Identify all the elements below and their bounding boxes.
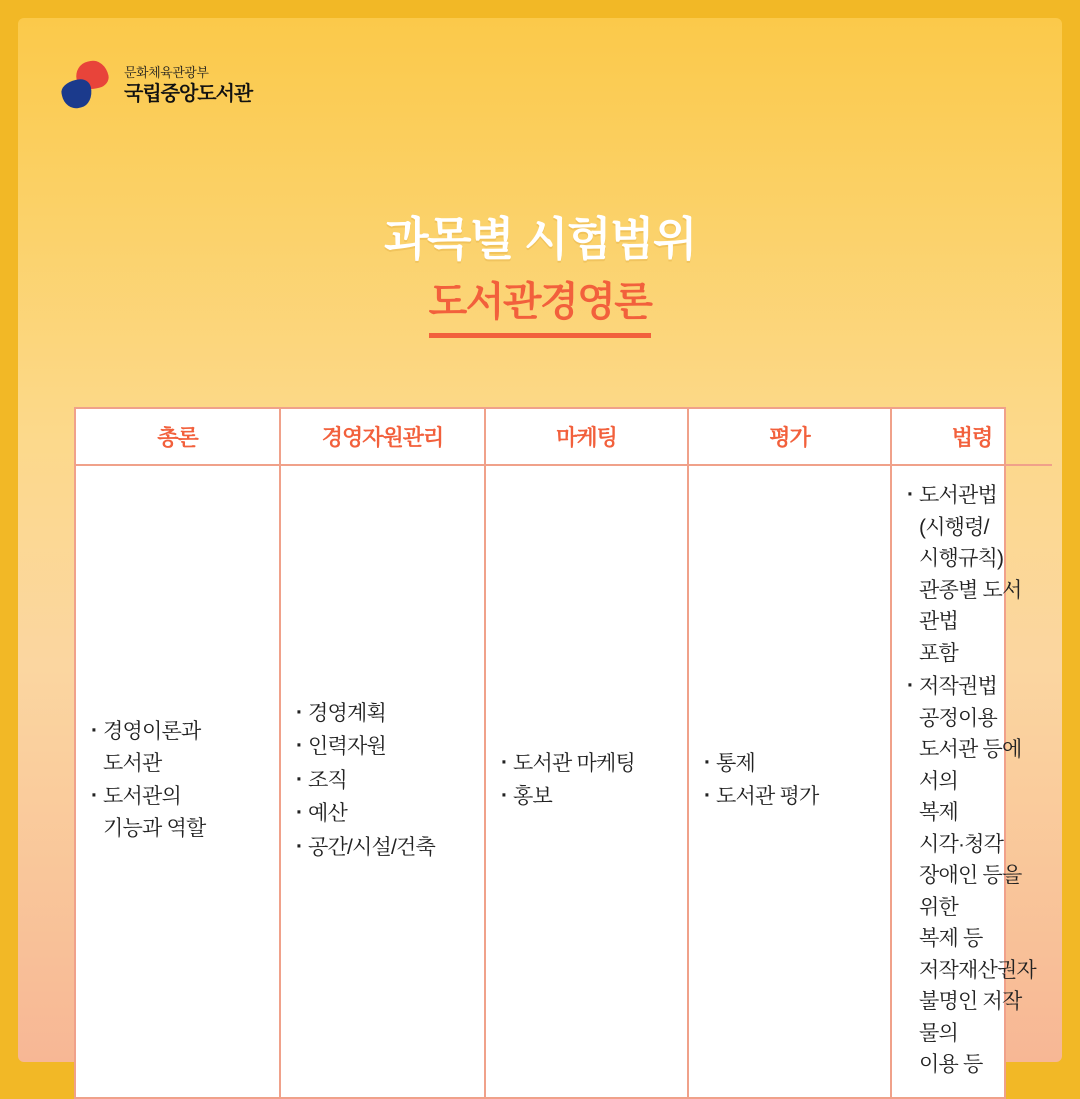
- list-item-line: 이용 등: [919, 1053, 983, 1076]
- list-item: [498, 748, 675, 780]
- list-item-line: 복제 등: [919, 927, 983, 950]
- logo: [56, 58, 252, 114]
- list-item-line: · 홍보: [513, 785, 552, 809]
- list-item-line: 불명인 저작물의: [919, 990, 1022, 1045]
- logo-organization: 국립중앙도서관: [124, 82, 253, 105]
- list-item-line: 저작재산권자: [919, 958, 1036, 982]
- item-list-resource-management: [293, 698, 472, 864]
- page-title: 과목별 시험범위: [384, 213, 696, 265]
- list-item: [293, 798, 472, 830]
- list-item-line: 장애인 등을 위한: [919, 864, 1022, 919]
- exam-scope-table: [74, 407, 1036, 1099]
- list-item: [904, 671, 1040, 1081]
- list-item-line: · 도서관의: [103, 785, 181, 809]
- item-list-chongron: [88, 716, 267, 844]
- list-item: [904, 480, 1040, 669]
- list-item: [293, 731, 472, 763]
- list-item: [88, 716, 267, 779]
- list-item-line: 시행규칙): [919, 547, 1004, 570]
- list-item-line: · 통제: [716, 751, 755, 775]
- table-cell-legislation: [891, 465, 1052, 1097]
- list-item-line: · 조직: [308, 768, 347, 792]
- logo-ministry: 문화체육관광부: [124, 65, 209, 81]
- table-cell-evaluation: [688, 465, 891, 1097]
- logo-text: [124, 65, 252, 106]
- list-item: [701, 781, 878, 813]
- table-row: [76, 465, 1052, 1097]
- list-item: [293, 832, 472, 864]
- list-item-line: · 인력자원: [308, 735, 386, 758]
- list-item-line: 시각·청각: [919, 832, 1004, 856]
- list-item: [88, 781, 267, 844]
- table-cell-resource-management: [280, 465, 485, 1097]
- page-subtitle-wrap: [18, 270, 1062, 338]
- list-item-line: 공정이용: [919, 706, 997, 730]
- list-item: [293, 765, 472, 797]
- list-item-line: 복제: [919, 801, 958, 824]
- table-header-cell-4: 법령: [891, 409, 1052, 465]
- table-header-row: [76, 409, 1052, 465]
- list-item: [701, 748, 878, 780]
- table-header-cell-3: 평가: [688, 409, 891, 465]
- page-subtitle: 도서관경영론: [429, 270, 652, 338]
- list-item-line: 관종별 도서관법: [919, 578, 1022, 633]
- list-item-line: (시행령/: [919, 515, 989, 539]
- table-cell-marketing: [485, 465, 688, 1097]
- table-header-cell-1: 경영자원관리: [280, 409, 485, 465]
- list-item-line: 도서관: [103, 751, 162, 775]
- list-item-line: 포함: [919, 641, 958, 665]
- table-header-cell-0: 총론: [76, 409, 280, 465]
- poster-card: [18, 18, 1062, 1076]
- list-item-line: · 도서관 마케팅: [513, 751, 635, 775]
- list-item-line: · 경영계획: [308, 701, 386, 725]
- list-item-line: · 공간/시설/건축: [308, 835, 435, 859]
- item-list-legislation: [904, 480, 1040, 1081]
- list-item-line: 도서관 등에서의: [919, 738, 1022, 793]
- item-list-marketing: [498, 748, 675, 813]
- table-header-cell-2: 마케팅: [485, 409, 688, 465]
- list-item: [498, 781, 675, 813]
- list-item: [293, 698, 472, 730]
- list-item-line: 기능과 역할: [103, 816, 206, 840]
- item-list-evaluation: [701, 748, 878, 813]
- list-item-line: · 도서관법: [919, 484, 997, 507]
- list-item-line: · 도서관 평가: [716, 785, 819, 809]
- list-item-line: · 저작권법: [919, 675, 997, 698]
- korea-government-symbol-icon: [56, 58, 112, 114]
- list-item-line: · 경영이론과: [103, 720, 201, 744]
- list-item-line: · 예산: [308, 802, 347, 825]
- table-cell-chongron: [76, 465, 280, 1097]
